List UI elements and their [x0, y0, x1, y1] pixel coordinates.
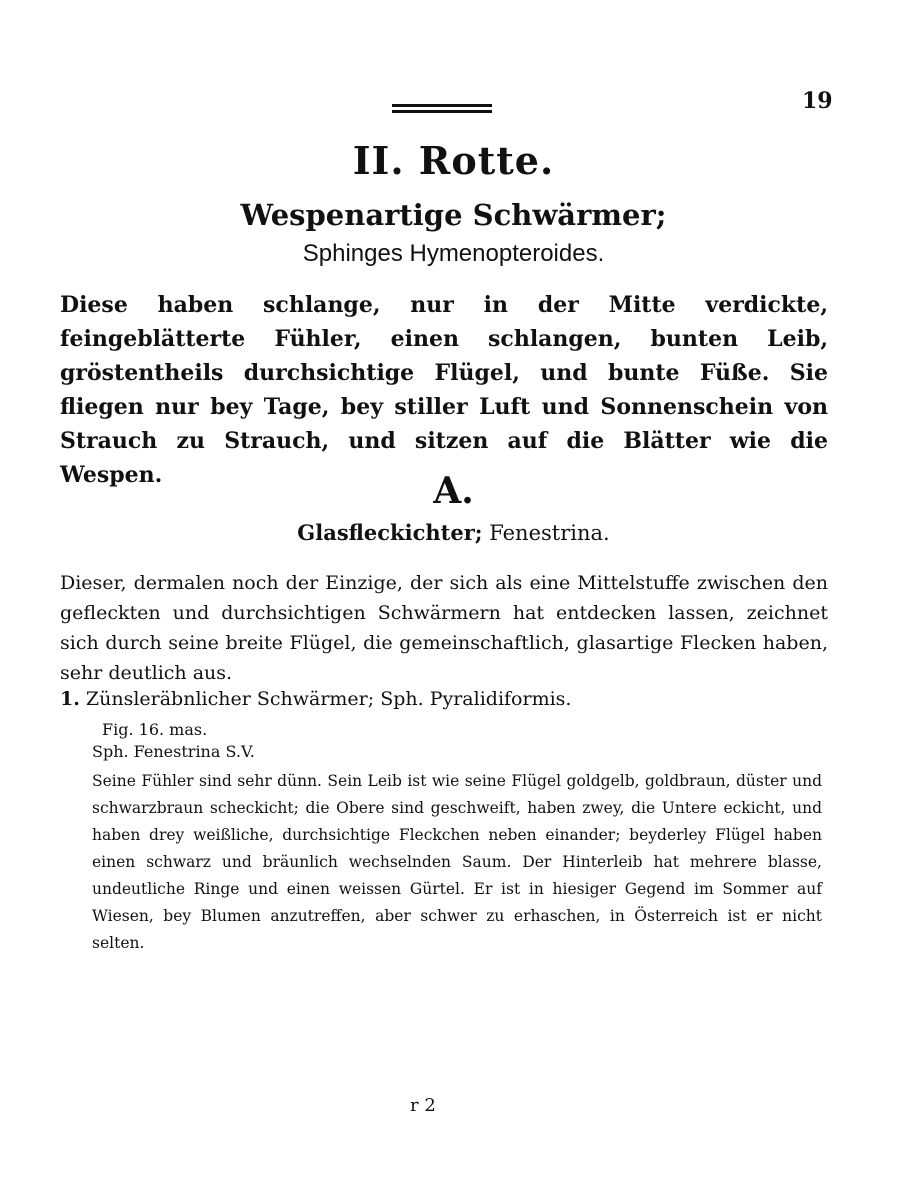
species-description: Seine Fühler sind sehr dünn. Sein Leib ist wie seine Flügel goldgelb, goldbraun, düster und schwarzbraun scheckicht; die Obere sind geschweift, haben zwey, die Untere eckicht, und haben drey weißliche, durchsichtige Fleckchen neben einander; beyderley Flügel haben einen schwarz und bräunlich wechselnden Saum. Der Hinterleib hat mehrere blasse, undeutliche Ringe und einen weissen Gürtel. Er ist in hiesiger Gegend im Sommer auf Wiesen, bey Blumen anzutreffen, aber schwer zu erhaschen, in Österreich ist er nicht selten. — [92, 772, 822, 952]
order-title: II. Rotte. — [352, 138, 555, 183]
section-name-fraktur: Glasfleckichter; — [297, 520, 483, 545]
section-name — [0, 520, 907, 545]
section-name-latin: Fenestrina. — [489, 521, 610, 545]
header-double-rule-top — [392, 104, 492, 107]
figure-reference: Fig. 16. mas. — [102, 720, 208, 739]
species-name-latin: Sph. Pyralidiformis. — [380, 688, 572, 710]
species-number: 1. — [60, 688, 80, 710]
synonym-reference: Sph. Fenestrina S.V. — [92, 742, 255, 761]
intro-paragraph: Diese haben schlange, nur in der Mitte verdickte, feingeblätterte Fühler, einen schlangen, bunten Leib, gröstentheils durchsichtige Flügel, und bunte Füße. Sie fliegen nur bey Tage, bey stiller Luft und Sonnenschein von Strauch zu Strauch, und sitzen auf die Blätter wie die Wespen. — [60, 292, 828, 488]
fraktur-heading: Wespenartige Schwärmer; — [240, 198, 667, 232]
section-paragraph: Dieser, dermalen noch der Einzige, der sich als eine Mittelstuffe zwischen den gefleckten und durchsichtigen Schwärmern hat entdecken lassen, zeichnet sich durch seine breite Flügel, die gemeinschaftlich, glasartige Flecken haben, sehr deutlich aus. — [60, 572, 828, 684]
species-title — [60, 688, 571, 710]
section-letter: A. — [433, 470, 474, 512]
species-name-fraktur: Zünsleräbnlicher Schwärmer; — [85, 688, 375, 710]
signature-mark: r 2 — [410, 1095, 436, 1116]
page-number: 19 — [802, 88, 833, 114]
latin-heading: Sphinges Hymenopteroides. — [302, 240, 605, 267]
header-double-rule-bottom — [392, 110, 492, 113]
